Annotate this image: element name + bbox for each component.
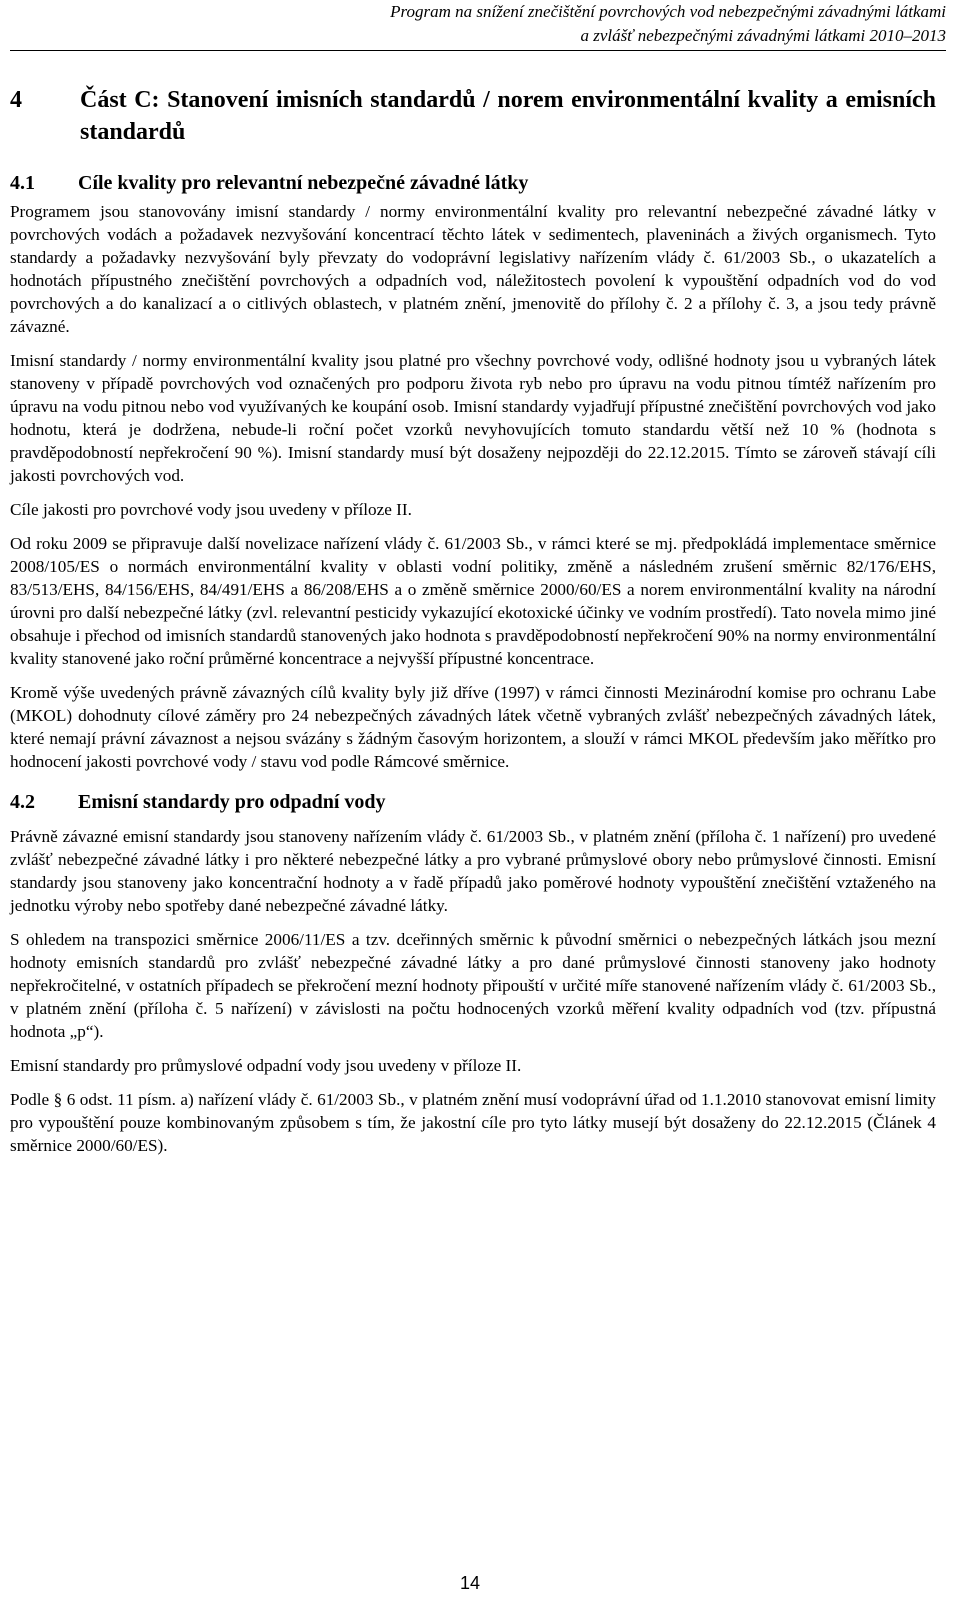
- running-header: [46, 0, 946, 48]
- section-heading-4-2: [10, 789, 936, 815]
- section-number: 4.1: [10, 172, 35, 194]
- paragraph: S ohledem na transpozici směrnice 2006/11/ES a tzv. dceřinných směrnic k původní směrnici o nebezpečných látkách jsou mezní hodnoty emisních standardů pro zvlášť nebezpečné závadné látky a pro dané průmyslové činnosti stanoveny jako hodnoty nepřekročitelné, v ostatních případech se překročení mezní hodnoty připouští v určité míře stanovené nařízením vlády č. 61/2003 Sb., v platném znění (příloha č. 5 nařízení) v závislosti na počtu hodnocených vzorků měření kvality odpadních vod (tzv. přípustná hodnota „p“).: [10, 930, 936, 1041]
- page-number: 14: [459, 1573, 481, 1593]
- chapter-title: Část C: Stanovení imisních standardů / norem environmentální kvality a emisních standardů: [80, 87, 936, 145]
- paragraph: Imisní standardy / normy environmentální kvality jsou platné pro všechny povrchové vody, odlišné hodnoty jsou u vybraných látek stanoveny v případě povrchových vod označených pro podporu života ryb nebo pro úpravu na vodu pitnou tímtéž nařízením pro úpravu na vodu pitnou nebo vod využívaných ke koupání osob. Imisní standardy vyjadřují přípustné znečištění povrchových vod jako hodnotu, která je dodržena, nebude-li roční počet vzorků nevyhovujících tomuto standardu větší než 10 % (hodnota s pravděpodobností nepřekročení 90 %). Imisní standardy musí být dosaženy nejpozději do 22.12.2015. Tímto se zároveň stávají cíli jakosti povrchových vod.: [10, 351, 936, 485]
- section-heading-4-1: [10, 170, 936, 196]
- paragraph: Právně závazné emisní standardy jsou stanoveny nařízením vlády č. 61/2003 Sb., v platném znění (příloha č. 1 nařízení) pro uvedené zvlášť nebezpečné závadné látky i pro některé nebezpečné látky a pro vybrané průmyslové obory nebo průmyslové činnosti. Emisní standardy jsou stanoveny jako koncentrační hodnoty a v řadě případů jako poměrové hodnoty vypouštění znečištění vztaženého na jednotku výroby nebo spotřeby dané nebezpečné závadné látky.: [10, 827, 936, 915]
- section-title: Cíle kvality pro relevantní nebezpečné závadné látky: [78, 172, 529, 194]
- paragraph: Programem jsou stanovovány imisní standardy / normy environmentální kvality pro relevantní nebezpečné závadné látky v povrchových vodách a požadavek nezvyšování koncentrací těchto látek v sedimentech, plaveninách a živých organismech. Tyto standardy a požadavky nezvyšování byly převzaty do vodoprávní legislativy nařízením vlády č. 61/2003 Sb., o ukazatelích a hodnotách přípustného znečištění povrchových a odpadních vod, náležitostech povolení k vypouštění odpadních vod do vod povrchových a do kanalizací a o citlivých oblastech, v platném znění, jmenovitě do přílohy č. 2 a přílohy č. 3, a jsou tedy právně závazné.: [10, 202, 936, 336]
- chapter-heading: [10, 84, 936, 148]
- running-header-line-2: a zvlášť nebezpečnými závadnými látkami 2010–2013: [580, 26, 946, 45]
- page-body: [10, 84, 936, 1168]
- paragraph: Cíle jakosti pro povrchové vody jsou uvedeny v příloze II.: [10, 500, 412, 519]
- section-title: Emisní standardy pro odpadní vody: [78, 791, 386, 813]
- paragraph: Kromě výše uvedených právně závazných cílů kvality byly již dříve (1997) v rámci činnosti Mezinárodní komise pro ochranu Labe (MKOL) dohodnuty cílové záměry pro 24 nebezpečných závadných látek včetně vybraných zvlášť nebezpečných závadných látek, které nemají právní závaznost a nejsou svázány s žádným časovým horizontem, a slouží v rámci MKOL především jako měřítko pro hodnocení jakosti povrchové vody / stavu vod podle Rámcové směrnice.: [10, 683, 936, 771]
- running-header-line-1: Program na snížení znečištění povrchových vod nebezpečnými závadnými látkami: [390, 2, 946, 21]
- chapter-number: 4: [10, 87, 22, 113]
- header-divider: [10, 50, 946, 51]
- section-number: 4.2: [10, 791, 35, 813]
- paragraph: Emisní standardy pro průmyslové odpadní vody jsou uvedeny v příloze II.: [10, 1056, 522, 1075]
- paragraph: Od roku 2009 se připravuje další novelizace nařízení vlády č. 61/2003 Sb., v rámci které se mj. předpokládá implementace směrnice 2008/105/ES o normách environmentální kvality v oblasti vodní politiky, změně a následném zrušení směrnic 82/176/EHS, 83/513/EHS, 84/156/EHS, 84/491/EHS a 86/208/EHS a o změně směrnice 2000/60/ES a norem environmentální kvality na národní úrovni pro další nebezpečné látky (zvl. relevantní pesticidy vykazující ekotoxické účinky ve vodním prostředí). Tato novela mimo jiné obsahuje i přechod od imisních standardů stanovených jako hodnota s pravděpodobností nepřekročení 90% na normy environmentální kvality stanovené jako roční průměrné koncentrace a nejvyšší přípustné koncentrace.: [10, 534, 936, 668]
- paragraph: Podle § 6 odst. 11 písm. a) nařízení vlády č. 61/2003 Sb., v platném znění musí vodoprávní úřad od 1.1.2010 stanovovat emisní limity pro vypouštění pouze kombinovaným způsobem s tím, že jakostní cíle pro tyto látky musejí být dosaženy do 22.12.2015 (Článek 4 směrnice 2000/60/ES).: [10, 1090, 936, 1155]
